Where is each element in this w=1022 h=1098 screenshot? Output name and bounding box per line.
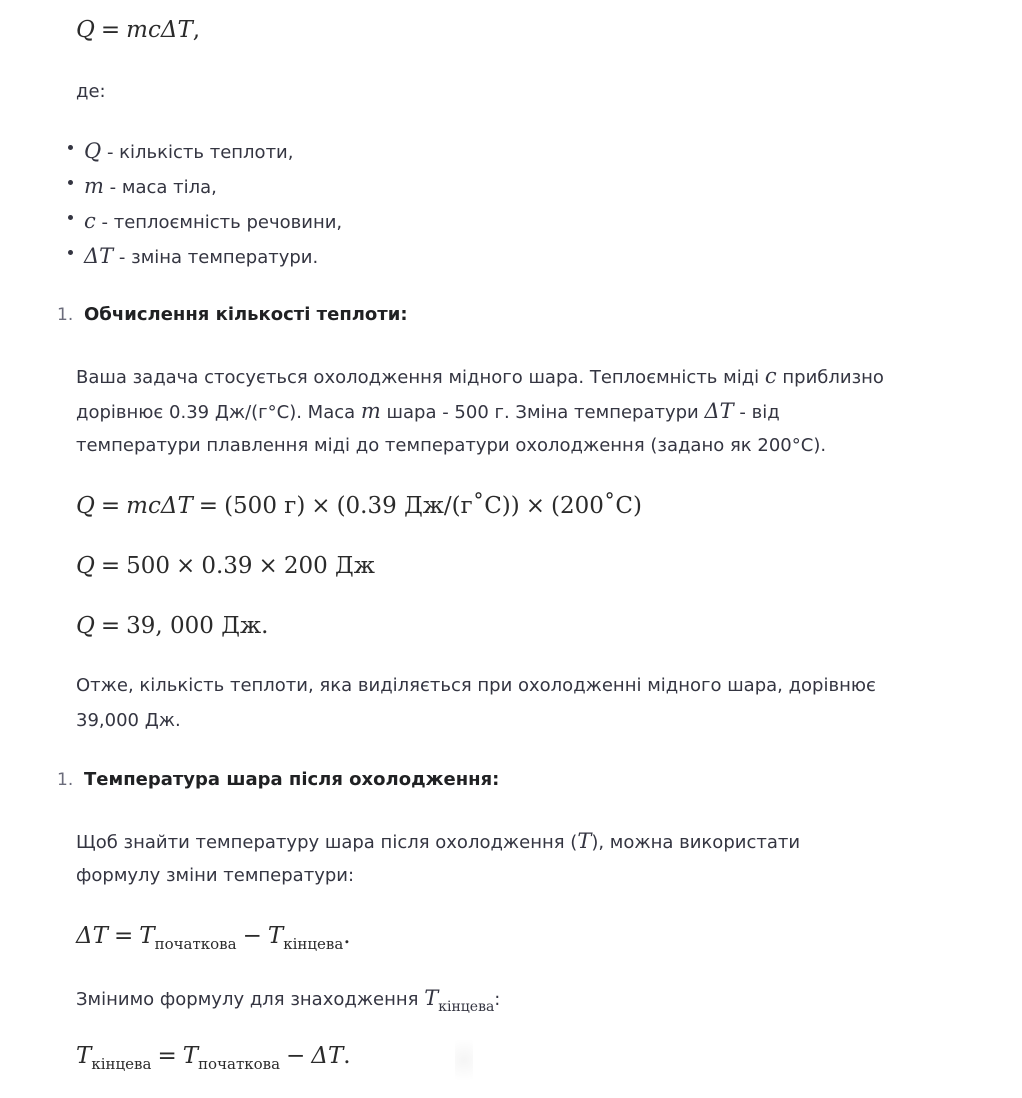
formula-symbol: Q [76, 17, 95, 43]
section2-paragraph-line2: формулу зміни температури: [76, 865, 355, 886]
equals-sign: = [100, 17, 121, 43]
inline-symbol: m [360, 399, 381, 423]
bullet-icon [68, 250, 73, 255]
equals-sign: = [100, 613, 121, 639]
section1-paragraph-line3: температури плавлення міді до температури охолодження (задано як 200°C). [76, 435, 827, 456]
section2-paragraph-line1 [76, 829, 800, 855]
eq-term: (500 г) [224, 493, 306, 519]
eq-term: 0.39 [201, 553, 253, 579]
inline-symbol: ΔT [704, 399, 734, 423]
definition-symbol: m [84, 174, 104, 198]
eq-tail: . [343, 923, 351, 949]
inline-symbol: T [424, 986, 439, 1010]
list-item [84, 174, 217, 200]
equation-heat-numbers [76, 552, 375, 580]
where-label: де: [76, 81, 106, 102]
definition-text: - зміна температури. [113, 247, 319, 268]
times-sign: × [311, 493, 331, 519]
equation-heat-full [76, 492, 642, 520]
definition-text: - маса тіла, [103, 177, 217, 198]
equals-sign: = [113, 923, 134, 949]
section1-paragraph-line1 [76, 364, 884, 390]
equals-sign: = [100, 553, 121, 579]
text-run: приблизно [776, 367, 884, 388]
equals-sign: = [198, 493, 219, 519]
definition-symbol: ΔT [84, 244, 114, 268]
definition-text: - теплоємність речовини, [95, 212, 343, 233]
equation-heat-result [76, 612, 268, 640]
formula-tail: , [192, 17, 201, 43]
inline-symbol: T [577, 829, 592, 853]
eq-term: ΔT [311, 1043, 344, 1069]
times-sign: × [258, 553, 278, 579]
eq-symbol: Q [76, 613, 95, 639]
section-heading: Обчислення кількості теплоти: [84, 304, 408, 325]
definition-symbol: Q [84, 139, 102, 163]
text-run: дорівнює 0.39 Дж/(г°C). Маса [76, 402, 361, 423]
eq-symbol: T [182, 1043, 199, 1069]
bullet-icon [68, 180, 73, 185]
eq-term: mcΔT [126, 493, 193, 519]
eq-symbol: Q [76, 493, 95, 519]
equation-final-temperature [76, 1042, 351, 1078]
formula-rhs: mcΔT [126, 17, 193, 43]
text-run: Щоб знайти температуру шара після охолодження ( [76, 832, 578, 853]
times-sign: × [525, 493, 546, 519]
equals-sign: = [157, 1043, 177, 1069]
eq-term: 39, 000 Дж. [126, 613, 269, 639]
text-run: шара - 500 г. Зміна температури [380, 402, 705, 423]
eq-term: 500 [126, 553, 171, 579]
definition-symbol: c [84, 209, 96, 233]
text-run: Ваша задача стосується охолодження мідного шара. Теплоємність міді [76, 367, 765, 388]
eq-term: 200 Дж [283, 553, 375, 579]
eq-symbol: T [76, 1043, 92, 1069]
eq-term: (200˚C) [551, 493, 642, 519]
eq-symbol: Q [76, 553, 95, 579]
eq-subscript: кінцева [283, 935, 344, 953]
times-sign: × [176, 553, 196, 579]
text-run: Змінимо формулу для знаходження [76, 989, 425, 1010]
equation-delta-t [76, 922, 351, 958]
list-item [84, 139, 293, 165]
section-heading: Температура шара після охолодження: [84, 769, 500, 790]
scroll-shadow [455, 1040, 473, 1080]
eq-symbol: ΔT [76, 923, 108, 949]
minus-sign: − [286, 1043, 306, 1069]
section1-paragraph-line2 [76, 399, 780, 425]
eq-symbol: T [139, 923, 155, 949]
eq-subscript: початкова [154, 935, 237, 953]
definition-text: - кількість теплоти, [101, 142, 294, 163]
conclusion-line2: 39,000 Дж. [76, 710, 181, 731]
text-run: : [494, 989, 501, 1010]
eq-term: (0.39 Дж/(г˚C)) [336, 493, 520, 519]
text-run: - від [733, 402, 780, 423]
eq-subscript: початкова [198, 1055, 281, 1073]
minus-sign: − [242, 923, 262, 949]
list-item [84, 244, 318, 270]
eq-tail: . [343, 1043, 351, 1069]
text-run: ), можна використати [591, 832, 801, 853]
bullet-icon [68, 145, 73, 150]
main-formula [76, 16, 200, 44]
section-number: 1. [57, 770, 74, 790]
section-number: 1. [57, 305, 74, 325]
rearrange-sentence [76, 986, 500, 1019]
eq-subscript: кінцева [91, 1055, 152, 1073]
equals-sign: = [100, 493, 121, 519]
inline-subscript: кінцева [438, 999, 495, 1015]
conclusion-line1: Отже, кількість теплоти, яка виділяється при охолодженні мідного шара, дорівнює [76, 675, 876, 696]
inline-symbol: c [764, 364, 777, 388]
bullet-icon [68, 215, 73, 220]
list-item [84, 209, 342, 235]
eq-symbol: T [267, 923, 284, 949]
